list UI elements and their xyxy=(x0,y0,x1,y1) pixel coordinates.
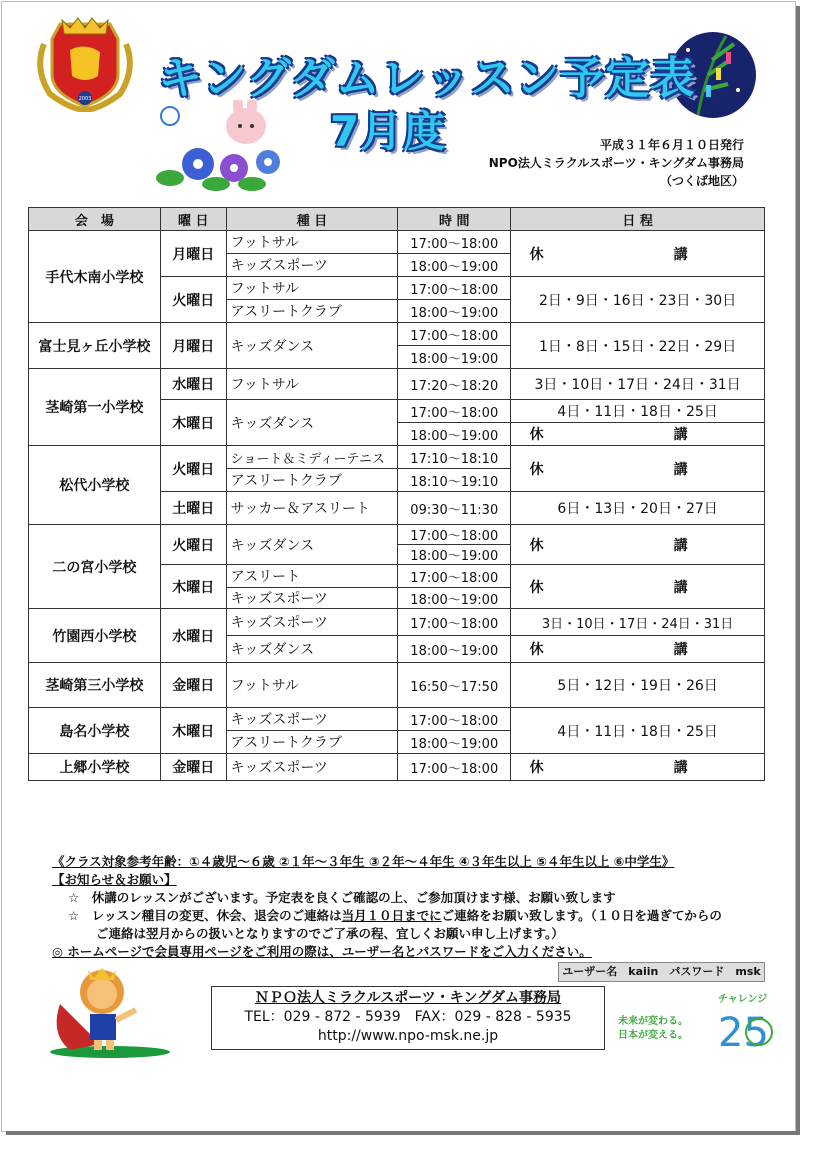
crest-year: 2003 xyxy=(78,96,92,102)
venue-cell: 茎崎第三小学校 xyxy=(29,663,161,708)
contact-phone: TEL：029 - 872 - 5939 FAX：029 - 828 - 5935 xyxy=(244,1009,572,1025)
contact-box xyxy=(211,986,605,1050)
schedule-cell: 1日・8日・15日・22日・29日 xyxy=(511,323,765,369)
table-row xyxy=(29,369,765,400)
table-row xyxy=(29,663,765,708)
schedule-table xyxy=(28,207,765,781)
table-header-row xyxy=(29,208,765,231)
time-cell: 18:00～19:00 xyxy=(398,588,511,609)
challenge-slogan: 日本が変える。 xyxy=(618,1030,688,1041)
time-cell: 17:00～18:00 xyxy=(398,525,511,545)
table-row xyxy=(29,231,765,254)
class-age-note: 《クラス対象参考年齢：①４歳児～６歳 ②１年～３年生 ③２年～４年生 ④３年生以上 ⑤４年生以上 ⑥中学生》 xyxy=(52,854,675,869)
notes-section xyxy=(52,853,722,961)
day-cell: 水曜日 xyxy=(160,609,226,663)
time-cell: 18:00～19:00 xyxy=(398,254,511,277)
time-cell: 18:00～19:00 xyxy=(398,423,511,446)
event-cell: フットサル xyxy=(226,369,398,400)
day-cell: 木曜日 xyxy=(160,708,226,754)
challenge-number: 25 xyxy=(718,1010,769,1052)
challenge25-logo xyxy=(618,990,778,1052)
time-cell: 17:00～18:00 xyxy=(398,231,511,254)
time-cell: 16:50～17:50 xyxy=(398,663,511,708)
header-time: 時 間 xyxy=(398,208,511,231)
table-row xyxy=(29,446,765,469)
venue-cell: 上郷小学校 xyxy=(29,754,161,781)
notice-text: ☆ レッスン種目の変更、休会、退会のご連絡は xyxy=(68,908,342,923)
table-row xyxy=(29,525,765,545)
event-cell: キッズスポーツ xyxy=(226,254,398,277)
time-cell: 17:00～18:00 xyxy=(398,277,511,300)
venue-cell: 竹園西小学校 xyxy=(29,609,161,663)
time-cell: 17:00～18:00 xyxy=(398,754,511,781)
crest-logo xyxy=(30,14,140,112)
day-cell: 水曜日 xyxy=(160,369,226,400)
schedule-cell: 休 講 xyxy=(511,565,765,609)
event-cell: フットサル xyxy=(226,663,398,708)
schedule-cell: 休 講 xyxy=(511,423,765,446)
time-cell: 17:00～18:00 xyxy=(398,400,511,423)
challenge-slogan: 未来が変わる。 xyxy=(618,1016,688,1027)
document-title: キングダムレッスン予定表 xyxy=(158,53,696,104)
issue-info xyxy=(489,136,744,190)
schedule-cell: 2日・9日・16日・23日・30日 xyxy=(511,277,765,323)
day-cell: 火曜日 xyxy=(160,446,226,492)
table-row xyxy=(29,708,765,731)
issue-area: （つくば地区） xyxy=(659,174,744,188)
event-cell: アスリート xyxy=(226,565,398,588)
homepage-note: ◎ ホームページで会員専用ページをご利用の際は、ユーザー名とパスワードをご入力ください。 xyxy=(52,944,592,959)
day-cell: 月曜日 xyxy=(160,323,226,369)
time-cell: 09:30～11:30 xyxy=(398,492,511,525)
contact-url[interactable]: http://www.npo-msk.ne.jp xyxy=(317,1028,499,1044)
day-cell: 木曜日 xyxy=(160,565,226,609)
table-row xyxy=(29,609,765,636)
schedule-cell: 休 講 xyxy=(511,636,765,663)
event-cell: フットサル xyxy=(226,231,398,254)
challenge-label: チャレンジ xyxy=(718,994,768,1005)
time-cell: 18:00～19:00 xyxy=(398,300,511,323)
header-venue: 会 場 xyxy=(29,208,161,231)
venue-cell: 二の宮小学校 xyxy=(29,525,161,609)
page-shadow xyxy=(796,6,800,1134)
event-cell: アスリートクラブ xyxy=(226,300,398,323)
time-cell: 18:00～19:00 xyxy=(398,346,511,369)
schedule-cell: 4日・11日・18日・25日 xyxy=(511,400,765,423)
event-cell: キッズダンス xyxy=(226,636,398,663)
schedule-cell: 休 講 xyxy=(511,754,765,781)
notice-item: ☆ 休講のレッスンがございます。予定表を良くご確認の上、ご参加頂けます様、お願い致します xyxy=(68,890,616,905)
issue-date: 平成３１年６月１０日発行 xyxy=(599,138,744,152)
deadline-text: 当月１０日までに xyxy=(341,908,442,923)
event-cell: ショート＆ミディーテニス xyxy=(226,446,398,469)
contact-org: ＮＰＯ法人ミラクルスポーツ・キングダム事務局 xyxy=(255,990,561,1006)
time-cell: 18:10～19:10 xyxy=(398,469,511,492)
issuer-name: NPO法人ミラクルスポーツ・キングダム事務局 xyxy=(488,156,744,170)
page-shadow xyxy=(6,1131,800,1135)
event-cell: キッズダンス xyxy=(226,525,398,565)
schedule-cell: 休 講 xyxy=(511,231,765,277)
header-event: 種 目 xyxy=(226,208,398,231)
day-cell: 木曜日 xyxy=(160,400,226,446)
day-cell: 土曜日 xyxy=(160,492,226,525)
event-cell: アスリートクラブ xyxy=(226,469,398,492)
notice-item xyxy=(52,907,722,925)
time-cell: 17:20～18:20 xyxy=(398,369,511,400)
notice-item: ご連絡は翌月からの扱いとなりますのでご了承の程、宜しくお願い申し上げます。） xyxy=(96,926,564,941)
event-cell: キッズスポーツ xyxy=(226,708,398,731)
day-cell: 火曜日 xyxy=(160,277,226,323)
event-cell: フットサル xyxy=(226,277,398,300)
venue-cell: 富士見ヶ丘小学校 xyxy=(29,323,161,369)
day-cell: 金曜日 xyxy=(160,754,226,781)
event-cell: キッズダンス xyxy=(226,323,398,369)
header-schedule: 日 程 xyxy=(511,208,765,231)
day-cell: 金曜日 xyxy=(160,663,226,708)
time-cell: 18:00～19:00 xyxy=(398,731,511,754)
venue-cell: 手代木南小学校 xyxy=(29,231,161,323)
mascot-illustration xyxy=(40,964,180,1059)
time-cell: 17:00～18:00 xyxy=(398,323,511,346)
time-cell: 17:00～18:00 xyxy=(398,565,511,588)
schedule-cell: 休 講 xyxy=(511,525,765,565)
event-cell: サッカー＆アスリート xyxy=(226,492,398,525)
table-row xyxy=(29,754,765,781)
time-cell: 17:00～18:00 xyxy=(398,708,511,731)
table-row xyxy=(29,323,765,346)
time-cell: 17:10～18:10 xyxy=(398,446,511,469)
time-cell: 18:00～19:00 xyxy=(398,636,511,663)
time-cell: 17:00～18:00 xyxy=(398,609,511,636)
venue-cell: 茎崎第一小学校 xyxy=(29,369,161,446)
schedule-cell: 4日・11日・18日・25日 xyxy=(511,708,765,754)
morning-glory-illustration xyxy=(150,100,290,192)
document-month: 7月度 xyxy=(330,107,447,156)
event-cell: アスリートクラブ xyxy=(226,731,398,754)
notice-heading: 【お知らせ＆お願い】 xyxy=(52,872,177,887)
schedule-cell: 5日・12日・19日・26日 xyxy=(511,663,765,708)
schedule-cell: 休 講 xyxy=(511,446,765,492)
time-cell: 18:00～19:00 xyxy=(398,545,511,565)
schedule-cell: 6日・13日・20日・27日 xyxy=(511,492,765,525)
event-cell: キッズダンス xyxy=(226,400,398,446)
event-cell: キッズスポーツ xyxy=(226,609,398,636)
login-credentials: ユーザー名 kaiin パスワード msk xyxy=(558,962,765,982)
schedule-cell: 3日・10日・17日・24日・31日 xyxy=(511,369,765,400)
day-cell: 月曜日 xyxy=(160,231,226,277)
event-cell: キッズスポーツ xyxy=(226,588,398,609)
notice-text: ご連絡をお願い致します。（１０日を過ぎてからの xyxy=(441,908,722,923)
venue-cell: 島名小学校 xyxy=(29,708,161,754)
schedule-cell: 3日・10日・17日・24日・31日 xyxy=(511,609,765,636)
venue-cell: 松代小学校 xyxy=(29,446,161,525)
day-cell: 火曜日 xyxy=(160,525,226,565)
event-cell: キッズスポーツ xyxy=(226,754,398,781)
header-day: 曜 日 xyxy=(160,208,226,231)
